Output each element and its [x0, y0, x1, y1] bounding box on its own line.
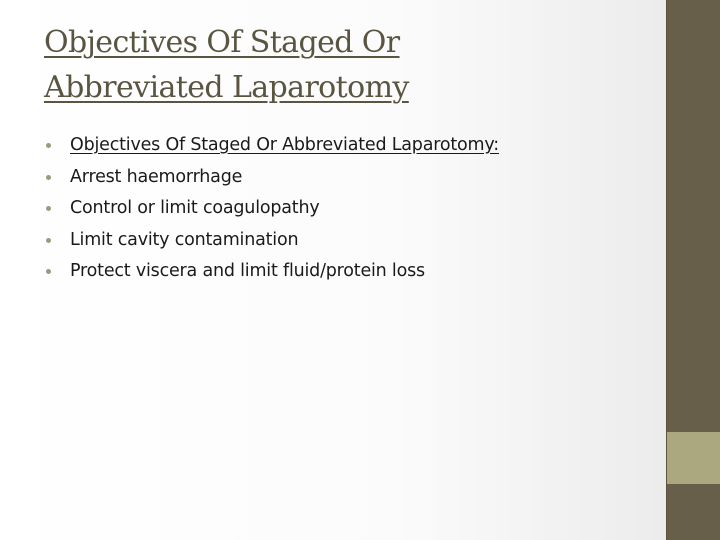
- decorative-side-bar: [666, 0, 720, 540]
- bullet-dot-icon: [46, 175, 51, 180]
- bullet-list: [46, 130, 646, 288]
- bullet-item: [46, 193, 646, 225]
- bullet-dot-icon: [46, 238, 51, 243]
- bullet-dot-icon: [46, 206, 51, 211]
- bullet-item: [46, 225, 646, 257]
- decorative-side-band: [667, 432, 720, 484]
- bullet-item: [46, 256, 646, 288]
- bullet-item: [46, 130, 646, 162]
- slide-title: [44, 20, 644, 110]
- bullet-item: [46, 162, 646, 194]
- bullet-dot-icon: [46, 269, 51, 274]
- bullet-text: Arrest haemorrhage: [70, 166, 243, 187]
- title-line-2: Abbreviated Laparotomy: [44, 70, 409, 105]
- bullet-dot-icon: [46, 143, 51, 148]
- bullet-text: Control or limit coagulopathy: [70, 198, 320, 218]
- title-line-1: Objectives Of Staged Or: [44, 25, 400, 60]
- bullet-text-heading: Objectives Of Staged Or Abbreviated Laparotomy:: [70, 135, 499, 155]
- bullet-text: Limit cavity contamination: [70, 229, 299, 250]
- bullet-text: Protect viscera and limit fluid/protein loss: [70, 261, 425, 281]
